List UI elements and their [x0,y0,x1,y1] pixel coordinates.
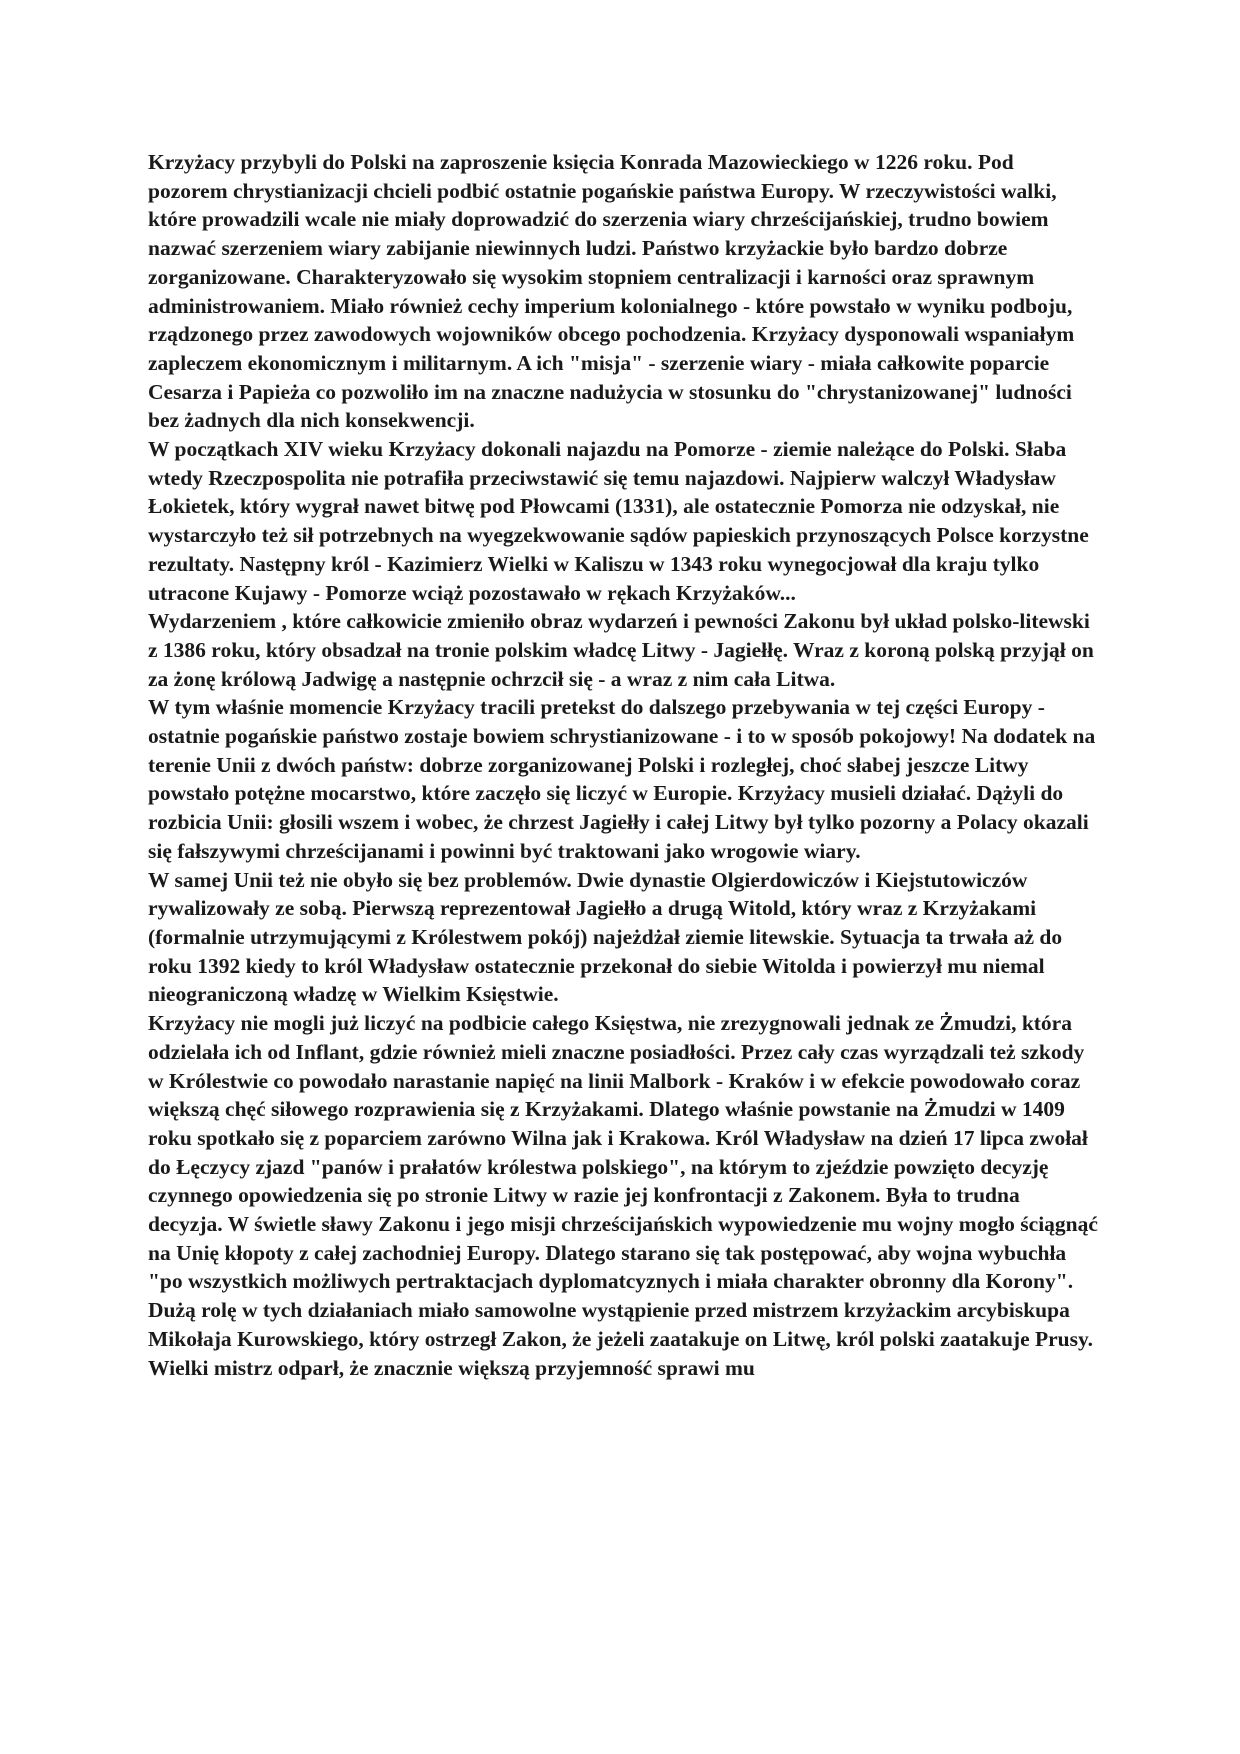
paragraph-4: W tym właśnie momencie Krzyżacy tracili pretekst do dalszego przebywania w tej części Europy - ostatnie pogańskie państwo zostaje bowiem schrystianizowane - i to w sposób pokojowy! Na dodatek na terenie Unii z dwóch państw: dobrze zorganizowanej Polski i rozległej, choć słabej jeszcze Litwy powstało potężne mocarstwo, które zaczęło się liczyć w Europie. Krzyżacy musieli działać. Dążyli do rozbicia Unii: głosili wszem i wobec, że chrzest Jagiełły i całej Litwy był tylko pozorny a Polacy okazali się fałszywymi chrześcijanami i powinni być traktowani jako wrogowie wiary. [148,695,1096,863]
paragraph-5: W samej Unii też nie obyło się bez problemów. Dwie dynastie Olgierdowiczów i Kiejstutowiczów rywalizowały ze sobą. Pierwszą reprezentował Jagiełło a drugą Witold, który wraz z Krzyżakami (formalnie utrzymującymi z Królestwem pokój) najeżdżał ziemie litewskie. Sytuacja ta trwała aż do roku 1392 kiedy to król Władysław ostatecznie przekonał do siebie Witolda i powierzył mu niemal nieograniczoną władzę w Wielkim Księstwie. [148,867,1063,1007]
paragraph-2: W początkach XIV wieku Krzyżacy dokonali najazdu na Pomorze - ziemie należące do Polski. Słaba wtedy Rzeczpospolita nie potrafiła przeciwstawić się temu najazdowi. Najpierw walczył Władysław Łokietek, który wygrał nawet bitwę pod Płowcami (1331), ale ostatecznie Pomorza nie odzyskał, nie wystarczyło też sił potrzebnych na wyegzekwowanie sądów papieskich przynoszących Polsce korzystne rezultaty. Następny król - Kazimierz Wielki w Kaliszu w 1343 roku wynegocjował dla kraju tylko utracone Kujawy - Pomorze wciąż pozostawało w rękach Krzyżaków... [148,437,1089,605]
body-text [148,148,1098,1382]
paragraph-3: Wydarzeniem , które całkowicie zmieniło obraz wydarzeń i pewności Zakonu był układ polsko-litewski z 1386 roku, który obsadzał na tronie polskim władcę Litwy - Jagiełłę. Wraz z koroną polską przyjął on za żonę królową Jadwigę a następnie ochrzcił się - a wraz z nim cała Litwa. [148,609,1094,691]
paragraph-6: Krzyżacy nie mogli już liczyć na podbicie całego Księstwa, nie zrezygnowali jednak ze Żmudzi, która odzielała ich od Inflant, gdzie również mieli znaczne posiadłości. Przez cały czas wyrządzali też szkody w Królestwie co powodało narastanie napięć na linii Malbork - Kraków i w efekcie powodowało coraz większą chęć siłowego rozprawienia się z Krzyżakami. Dlatego właśnie powstanie na Żmudzi w 1409 roku spotkało się z poparciem zarówno Wilna jak i Krakowa. Król Władysław na dzień 17 lipca zwołał do Łęczycy zjazd "panów i prałatów królestwa polskiego", na którym to zjeździe powzięto decyzję czynnego opowiedzenia się po stronie Litwy w razie jej konfrontacji z Zakonem. Była to trudna decyzja. W świetle sławy Zakonu i jego misji chrześcijańskich wypowiedzenie mu wojny mogło ściągnąć na Unię kłopoty z całej zachodniej Europy. Dlatego starano się tak postępować, aby wojna wybuchła "po wszystkich możliwych pertraktacjach dyplomatcyznych i miała charakter obronny dla Korony". Dużą rolę w tych działaniach miało samowolne wystąpienie przed mistrzem krzyżackim arcybiskupa Mikołaja Kurowskiego, który ostrzegł Zakon, że jeżeli zaatakuje on Litwę, król polski zaatakuje Prusy. Wielki mistrz odparł, że znacznie większą przyjemność sprawi mu [148,1011,1098,1380]
paragraph-1: Krzyżacy przybyli do Polski na zaproszenie księcia Konrada Mazowieckiego w 1226 roku. Pod pozorem chrystianizacji chcieli podbić ostatnie pogańskie państwa Europy. W rzeczywistości walki, które prowadzili wcale nie miały doprowadzić do szerzenia wiary chrześcijańskiej, trudno bowiem nazwać szerzeniem wiary zabijanie niewinnych ludzi. Państwo krzyżackie było bardzo dobrze zorganizowane. Charakteryzowało się wysokim stopniem centralizacji i karności oraz sprawnym administrowaniem. Miało również cechy imperium kolonialnego - które powstało w wyniku podboju, rządzonego przez zawodowych wojowników obcego pochodzenia. Krzyżacy dysponowali wspaniałym zapleczem ekonomicznym i militarnym. A ich "misja" - szerzenie wiary - miała całkowite poparcie Cesarza i Papieża co pozwoliło im na znaczne nadużycia w stosunku do "chrystanizowanej" ludności bez żadnych dla nich konsekwencji. [148,150,1075,433]
